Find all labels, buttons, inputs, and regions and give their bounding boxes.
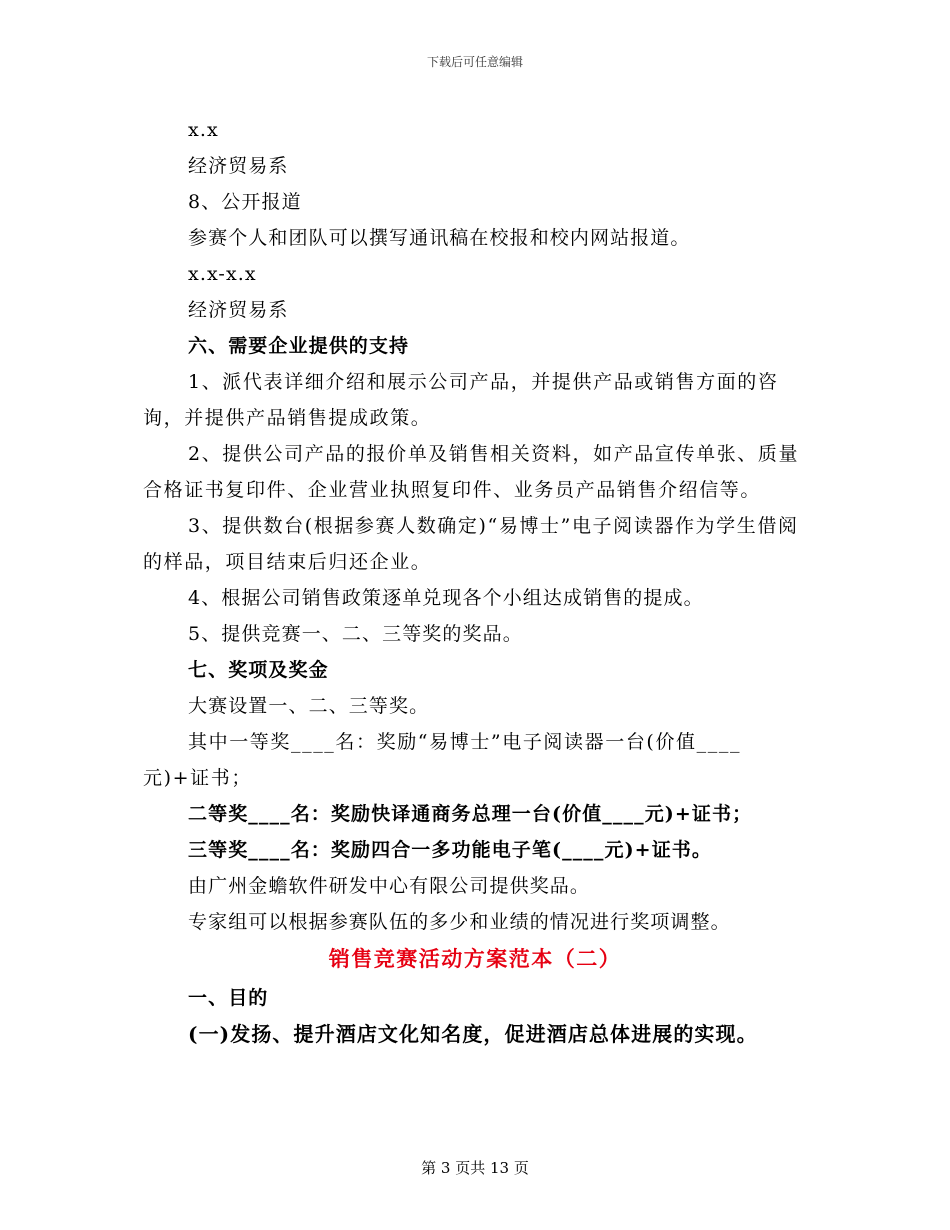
list-item-3: 3、提供数台(根据参赛人数确定)“易博士”电子阅读器作为学生借阅的样品，项目结束后归还企业。 (143, 515, 799, 573)
second-prize-line: 二等奖____名：奖励快译通商务总理一台(价值____元)+证书； (188, 803, 753, 825)
department-line: 经济贸易系 (188, 155, 289, 177)
page-header: 下载后可任意编辑 (426, 55, 523, 69)
first-prize-line: 其中一等奖____名：奖励“易博士”电子阅读器一台(价值____元)+证书； (143, 731, 742, 789)
section-heading-7: 七、奖项及奖金 (188, 659, 329, 681)
list-item-5: 5、提供竞赛一、二、三等奖的奖品。 (188, 623, 523, 645)
document-title: 销售竞赛活动方案范本（二） (328, 946, 622, 971)
paragraph: 专家组可以根据参赛队伍的多少和业绩的情况进行奖项调整。 (188, 911, 731, 933)
third-prize-line: 三等奖____名：奖励四合一多功能电子笔(____元)+证书。 (188, 839, 713, 861)
paragraph: 参赛个人和团队可以撰写通讯稿在校报和校内网站报道。 (188, 227, 691, 249)
list-item-2: 2、提供公司产品的报价单及销售相关资料，如产品宣传单张、质量合格证书复印件、企业营业执照复印件、业务员产品销售介绍信等。 (143, 443, 800, 501)
paragraph: 由广州金蟾软件研发中心有限公司提供奖品。 (188, 875, 591, 897)
document-body (143, 112, 807, 1052)
paragraph: 大赛设置一、二、三等奖。 (188, 695, 430, 717)
section-heading-8: 8、公开报道 (188, 191, 302, 213)
paragraph-bold: (一)发扬、提升酒店文化知名度，促进酒店总体进展的实现。 (188, 1022, 758, 1046)
section-heading-1: 一、目的 (188, 987, 269, 1009)
department-line: 经济贸易系 (188, 299, 289, 321)
page-footer: 第 3 页共 13 页 (421, 1159, 529, 1177)
section-heading-6: 六、需要企业提供的支持 (188, 335, 410, 357)
date-range-line: x.x-x.x (188, 263, 257, 285)
date-line: x.x (188, 119, 219, 141)
list-item-4: 4、根据公司销售政策逐单兑现各个小组达成销售的提成。 (188, 587, 704, 609)
list-item-1: 1、派代表详细介绍和展示公司产品，并提供产品或销售方面的咨询，并提供产品销售提成政策。 (143, 371, 779, 429)
